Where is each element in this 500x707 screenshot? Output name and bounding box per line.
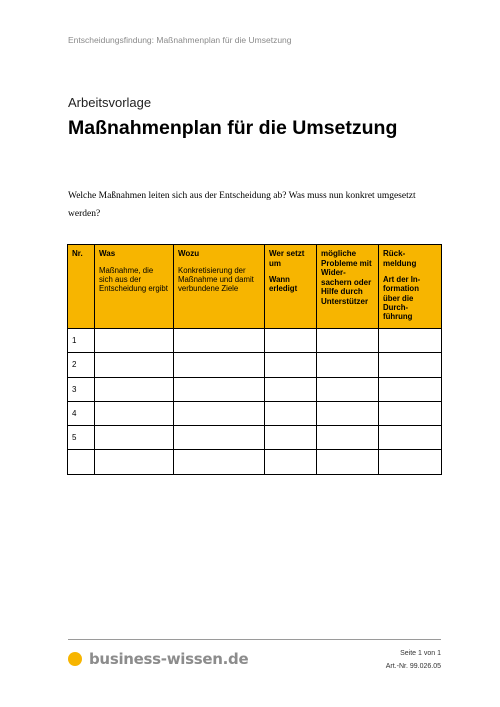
column-title: Nr. <box>72 249 83 258</box>
row-number: 5 <box>68 426 95 450</box>
article-number: Art.-Nr. 99.026.05 <box>385 663 441 670</box>
table-row <box>68 450 442 474</box>
table-cell[interactable] <box>174 329 265 353</box>
footer-divider <box>68 639 441 640</box>
row-number: 3 <box>68 377 95 401</box>
table-header-row <box>68 245 442 329</box>
table-cell[interactable] <box>95 377 174 401</box>
document-kicker: Arbeitsvorlage <box>68 95 152 110</box>
table-cell[interactable] <box>317 353 379 377</box>
table-row <box>68 329 442 353</box>
intro-question: Welche Maßnahmen leiten sich aus der Entscheidung ab? Was muss nun konkret umgesetzt werden? <box>68 191 416 219</box>
row-number <box>68 450 95 474</box>
column-header-was <box>95 245 174 329</box>
column-description: Wann erledigt <box>269 275 298 294</box>
column-header-probleme <box>317 245 379 329</box>
table-cell[interactable] <box>379 401 442 425</box>
column-header-rueckmeldung <box>379 245 442 329</box>
column-description: Maßnahme, die sich aus der Entscheidung ergibt <box>99 265 168 294</box>
table-cell[interactable] <box>174 377 265 401</box>
column-header-wozu <box>174 245 265 329</box>
table-cell[interactable] <box>317 329 379 353</box>
column-title: Was <box>99 249 116 258</box>
table-cell[interactable] <box>95 401 174 425</box>
table-cell[interactable] <box>379 426 442 450</box>
table-cell[interactable] <box>317 426 379 450</box>
page-info <box>386 647 441 673</box>
table-cell[interactable] <box>317 377 379 401</box>
column-header-nr <box>68 245 95 329</box>
table-cell[interactable] <box>265 426 317 450</box>
column-title: mögliche Probleme mit Wider-sachern oder Hilfe durch Unterstützer <box>321 249 372 306</box>
table-cell[interactable] <box>95 329 174 353</box>
table-cell[interactable] <box>379 329 442 353</box>
table-cell[interactable] <box>265 450 317 474</box>
table-cell[interactable] <box>174 353 265 377</box>
column-header-wer <box>265 245 317 329</box>
table-cell[interactable] <box>265 329 317 353</box>
table-cell[interactable] <box>317 401 379 425</box>
table-row <box>68 353 442 377</box>
row-number: 2 <box>68 353 95 377</box>
table-row <box>68 377 442 401</box>
table-cell[interactable] <box>379 353 442 377</box>
row-number: 4 <box>68 401 95 425</box>
table-cell[interactable] <box>265 401 317 425</box>
column-description: Konkretisierung der Maßnahme und damit verbundene Ziele <box>178 265 254 294</box>
page-number: Seite 1 von 1 <box>400 650 441 657</box>
action-plan-table <box>67 244 442 475</box>
table-cell[interactable] <box>174 450 265 474</box>
table-cell[interactable] <box>174 426 265 450</box>
table-cell[interactable] <box>95 353 174 377</box>
brand-logo-text: business-wissen.de <box>89 650 249 668</box>
column-title: Rück-meldung <box>383 249 417 268</box>
column-title: Wozu <box>178 249 200 258</box>
table-row <box>68 401 442 425</box>
table-cell[interactable] <box>174 401 265 425</box>
table-row <box>68 426 442 450</box>
brand-dot-icon <box>68 652 82 666</box>
table-cell[interactable] <box>317 450 379 474</box>
table-cell[interactable] <box>379 377 442 401</box>
column-title: Wer setzt um <box>269 249 305 268</box>
table-cell[interactable] <box>95 450 174 474</box>
table-cell[interactable] <box>265 377 317 401</box>
table-cell[interactable] <box>379 450 442 474</box>
running-header: Entscheidungsfindung: Maßnahmenplan für die Umsetzung <box>68 35 292 45</box>
row-number: 1 <box>68 329 95 353</box>
column-description: Art der In-formation über die Durch-führung <box>383 275 421 322</box>
table-cell[interactable] <box>265 353 317 377</box>
brand-logo[interactable] <box>68 650 248 668</box>
document-title: Maßnahmenplan für die Umsetzung <box>68 117 398 139</box>
table-cell[interactable] <box>95 426 174 450</box>
